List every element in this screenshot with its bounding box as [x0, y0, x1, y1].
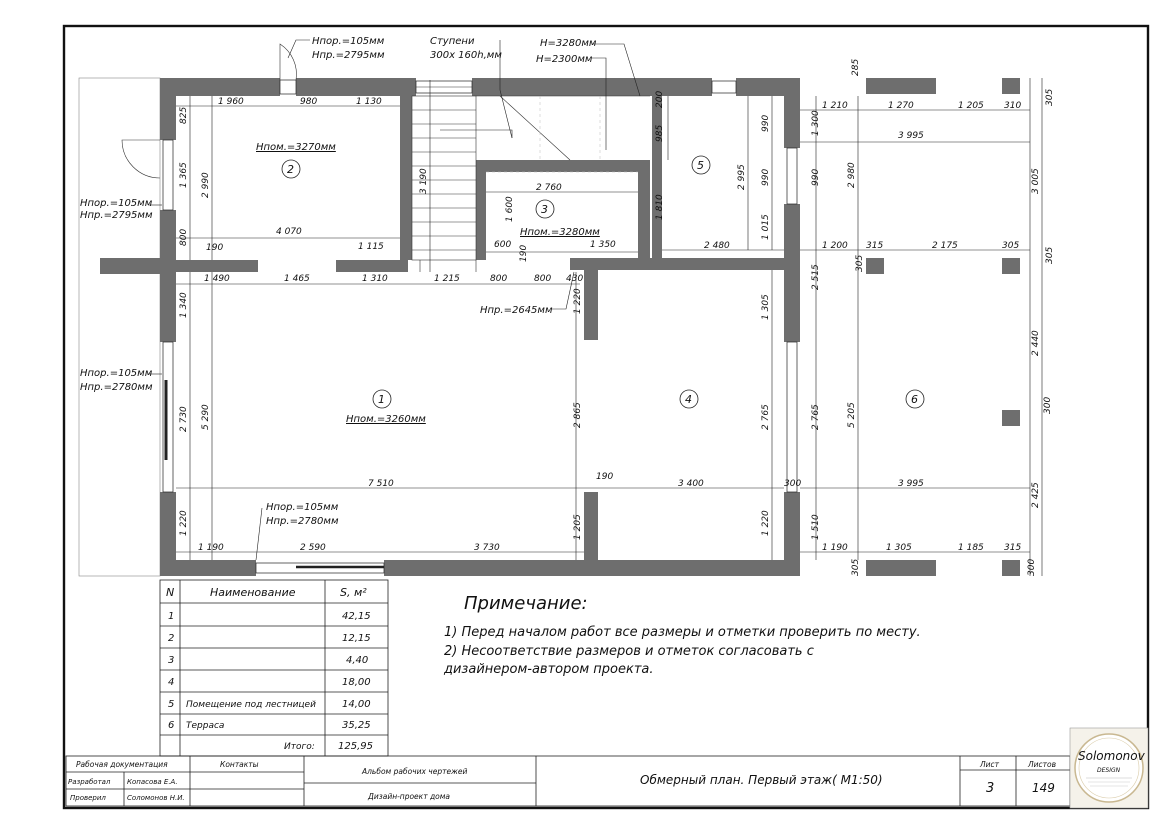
dim-stair-length: 3 190	[419, 168, 429, 194]
dim-r6-1200: 1 200	[822, 241, 848, 251]
dim-r6b-3995: 3 995	[898, 479, 924, 489]
dim-top-right-2: 1 270	[888, 101, 914, 111]
dim-r5-990c: 990	[811, 168, 821, 186]
room-number-5: 5	[697, 159, 704, 172]
door-bottom-opening: Нпр.=2780мм	[266, 516, 339, 527]
dim-r4-1305: 1 305	[761, 294, 771, 320]
dim-right-305: 305	[1045, 88, 1055, 106]
dim-r4-2765a: 2 765	[761, 404, 771, 430]
tb-sheets-total: 149	[1032, 781, 1055, 795]
door-left-opening: Нпр.=2795мм	[80, 210, 153, 221]
dim-bottom-right-1: 1 190	[822, 543, 848, 553]
dim-r1-1220a: 1 220	[573, 288, 583, 314]
room3-height: Нпом.=3280мм	[520, 227, 600, 238]
tb-sheet-number: 3	[986, 781, 995, 796]
dim-r4-2515: 2 515	[811, 264, 821, 290]
dim-mid-7: 430	[566, 274, 584, 284]
table-row-area: 12,15	[342, 633, 371, 644]
tb-dev-name: Копасова Е.А.	[127, 778, 178, 786]
dim-r1-2730: 2 730	[179, 406, 189, 432]
dim-r2-width: 4 070	[276, 227, 302, 237]
h-top-2: Н=2300мм	[536, 54, 593, 65]
dim-bottom-right-3: 1 185	[958, 543, 984, 553]
table-row-n: 5	[168, 699, 175, 710]
dim-r1-1340: 1 340	[179, 292, 189, 318]
dim-mid-4: 1 215	[434, 274, 460, 284]
dim-r1-5290: 5 290	[201, 404, 211, 430]
table-row-area: 14,00	[342, 699, 371, 710]
dim-r6b-2425: 2 425	[1031, 482, 1041, 508]
dim-r5-1810: 1 810	[655, 194, 665, 220]
room-number-3: 3	[541, 203, 548, 216]
tb-drawing-title: Обмерный план. Первый этаж( М1:50)	[640, 773, 883, 787]
logo-name: Solomonov	[1078, 749, 1145, 763]
table-row-n: 1	[168, 611, 175, 622]
dim-r2-left-2: 1 365	[179, 162, 189, 188]
dim-r3-190: 190	[519, 244, 529, 262]
dim-r3-height: 1 600	[505, 196, 515, 222]
dim-r2-left-1: 825	[179, 106, 189, 124]
dim-mid-2: 1 465	[284, 274, 310, 284]
dim-bottom-3: 3 730	[474, 543, 500, 553]
table-header-n: N	[166, 586, 175, 599]
dim-mid-6: 800	[534, 274, 552, 284]
tb-project: Дизайн-проект дома	[368, 792, 450, 801]
tb-sheets-label: Листов	[1028, 760, 1057, 769]
door-left-threshold: Нпор.=105мм	[80, 198, 153, 209]
table-row-name: Терраса	[186, 721, 225, 731]
dim-r1-1220b: 1 220	[179, 510, 189, 536]
note-line-1: 1) Перед началом работ все размеры и отметки проверить по месту.	[444, 625, 921, 640]
dim-bottom-right-2: 1 305	[886, 543, 912, 553]
table-header-area: S, м²	[340, 586, 367, 599]
dim-r4-width: 3 400	[678, 479, 704, 489]
dim-r5-200: 200	[655, 90, 665, 108]
note-line-3: дизайнером-автором проекта.	[444, 662, 654, 677]
dim-r3-1350: 1 350	[590, 240, 616, 250]
dim-top-right-1: 1 210	[822, 101, 848, 111]
dim-mid-1: 1 490	[204, 274, 230, 284]
note-line-2: 2) Несоответствие размеров и отметок согласовать с	[444, 644, 814, 659]
dim-r6-305c: 305	[855, 254, 865, 272]
dim-r5-990b: 990	[761, 168, 771, 186]
window-left-threshold: Нпор.=105мм	[80, 368, 153, 379]
door-top-opening: Нпр.=2795мм	[312, 50, 385, 61]
dim-r1-2865: 2 865	[573, 402, 583, 428]
dim-r3-600: 600	[494, 240, 512, 250]
dim-r6-3005: 3 005	[1031, 168, 1041, 194]
table-row-area: 42,15	[342, 611, 371, 622]
dim-r2-bottom: 1 115	[358, 242, 384, 252]
tb-contacts: Контакты	[220, 760, 259, 769]
room-number-2: 2	[287, 163, 294, 176]
dim-mid-3: 1 310	[362, 274, 388, 284]
tb-album: Альбом рабочих чертежей	[362, 767, 468, 776]
dim-r6b-1510: 1 510	[811, 514, 821, 540]
dim-r5-1015: 1 015	[761, 214, 771, 240]
note-title: Примечание:	[464, 593, 588, 614]
door-top-threshold: Нпор.=105мм	[312, 36, 385, 47]
dim-r1-width: 7 510	[368, 479, 394, 489]
dim-mid-5: 800	[490, 274, 508, 284]
dim-r6-300: 300	[1043, 396, 1053, 414]
dim-r1-1205: 1 205	[573, 514, 583, 540]
dim-bottom-1: 1 190	[198, 543, 224, 553]
dim-r6-5205: 5 205	[847, 402, 857, 428]
dim-top-2: 980	[300, 97, 318, 107]
dim-r2-left-3: 800	[179, 228, 189, 246]
dim-r6-2440: 2 440	[1031, 330, 1041, 356]
dim-r6-305: 305	[1002, 241, 1020, 251]
dim-top-right-4: 310	[1004, 101, 1022, 111]
table-row-n: 6	[168, 720, 175, 731]
dim-r6-305b: 305	[1045, 246, 1055, 264]
dim-r5-height: 2 995	[737, 164, 747, 190]
tb-doc-type: Рабочая документация	[76, 760, 168, 769]
room-number-6: 6	[911, 393, 918, 406]
dim-r4-1220: 1 220	[761, 510, 771, 536]
table-total-value: 125,95	[338, 741, 373, 752]
room1-height: Нпом.=3260мм	[346, 414, 426, 425]
table-row-n: 4	[168, 677, 175, 688]
dim-right-room-width: 3 995	[898, 131, 924, 141]
h-top-1: Н=3280мм	[540, 38, 597, 49]
dim-top-right-3: 1 205	[958, 101, 984, 111]
steps-label: Ступени	[430, 36, 475, 47]
tb-dev-label: Разработал	[68, 778, 111, 786]
dim-bottom-right-4: 315	[1004, 543, 1022, 553]
dim-bottom-305: 305	[851, 558, 861, 576]
dim-r5-1300: 1 300	[811, 110, 821, 136]
dim-r6-2175: 2 175	[932, 241, 958, 251]
dim-r4-190: 190	[596, 472, 614, 482]
dim-r4-300: 300	[784, 479, 802, 489]
dim-r2-190: 190	[206, 243, 224, 253]
studio-logo	[1070, 728, 1148, 808]
dim-r2-height: 2 990	[201, 172, 211, 198]
table-row-area: 4,40	[346, 655, 369, 666]
tb-check-name: Соломонов Н.И.	[127, 794, 185, 802]
dim-r3-width: 2 760	[536, 183, 562, 193]
npr-mid-label: Нпр.=2645мм	[480, 305, 553, 316]
table-row-name: Помещение под лестницей	[186, 700, 316, 710]
table-row-n: 3	[168, 655, 175, 666]
table-total-label: Итого:	[284, 742, 315, 752]
dim-bottom-300: 300	[1027, 558, 1037, 576]
dim-r5-985: 985	[655, 124, 665, 142]
room2-height: Нпом.=3270мм	[256, 142, 336, 153]
table-row-n: 2	[168, 633, 175, 644]
tb-check-label: Проверил	[70, 794, 106, 802]
door-bottom-threshold: Нпор.=105мм	[266, 502, 339, 513]
dim-r5-width: 2 480	[704, 241, 730, 251]
dim-r5-990a: 990	[761, 114, 771, 132]
dim-r4-2765b: 2 765	[811, 404, 821, 430]
dim-r6-2980: 2 980	[847, 162, 857, 188]
table-header-name: Наименование	[210, 586, 296, 599]
tb-sheet-label: Лист	[980, 760, 1000, 769]
table-row-area: 35,25	[342, 720, 371, 731]
room-number-1: 1	[378, 393, 385, 406]
dim-bottom-2: 2 590	[300, 543, 326, 553]
dim-top-1: 1 960	[218, 97, 244, 107]
steps-size: 300х 160h,мм	[430, 50, 502, 61]
logo-sub: DESIGN	[1097, 767, 1121, 774]
dim-top-285: 285	[851, 58, 861, 76]
dim-top-3: 1 130	[356, 97, 382, 107]
window-left-opening: Нпр.=2780мм	[80, 382, 153, 393]
table-row-area: 18,00	[342, 677, 371, 688]
room-number-4: 4	[685, 393, 692, 406]
dim-r6-315: 315	[866, 241, 884, 251]
